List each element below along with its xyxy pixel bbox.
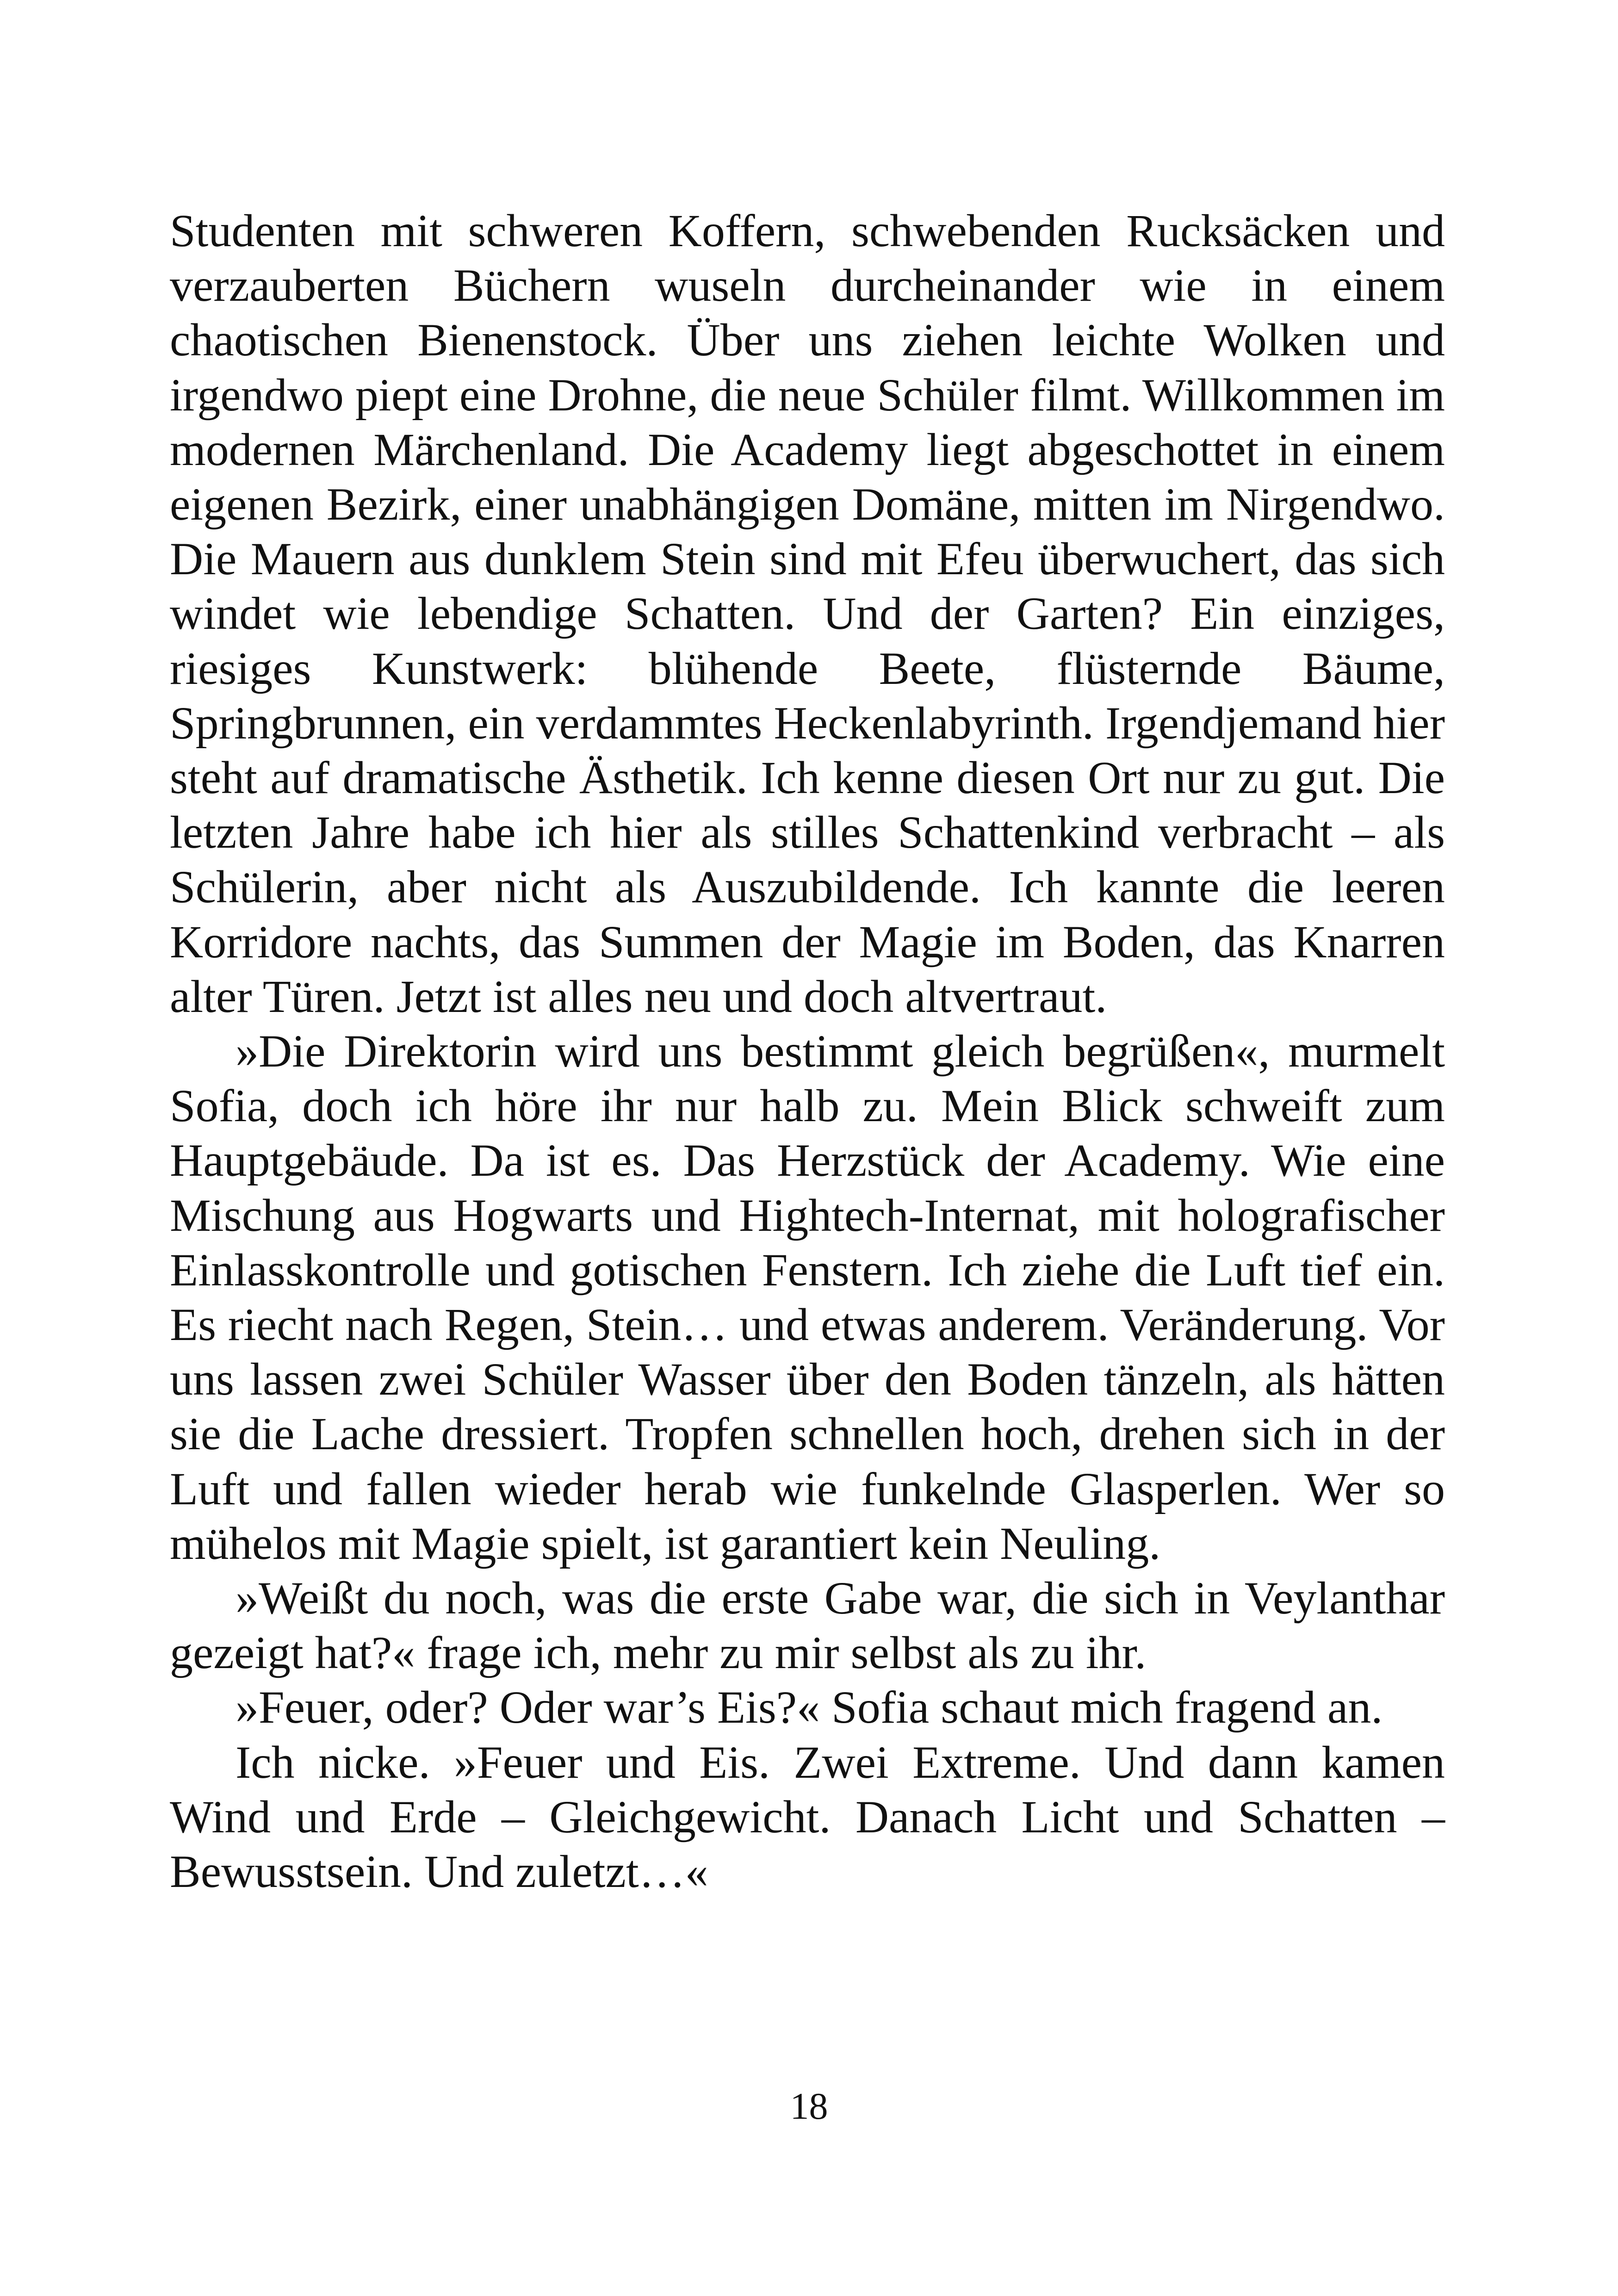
paragraph-2: »Die Direktorin wird uns bestimmt gleich begrüßen«, murmelt Sofia, doch ich höre ihr nur halb zu. Mein Blick schweift zum Hauptgebäude. Da ist es. Das Herzstück der Academy. Wie eine Mischung aus Hogwarts und Hightech-Internat, mit holografischer Einlasskontrolle und gotischen Fenstern. Ich ziehe die Luft tief ein. Es riecht nach Regen, Stein… und etwas anderem. Veränderung. Vor uns lassen zwei Schüler Wasser über den Boden tänzeln, als hätten sie die Lache dressiert. Tropfen schnellen hoch, drehen sich in der Luft und fallen wieder herab wie funkelnde Glasperlen. Wer so mühelos mit Magie spielt, ist garantiert kein Neuling. bbox=[170, 1025, 1445, 1569]
body-text bbox=[170, 204, 1445, 1899]
paragraph-1: Studenten mit schweren Koffern, schwebenden Rucksäcken und verzauberten Büchern wuseln durcheinander wie in einem chaotischen Bienenstock. Über uns ziehen leichte Wolken und irgendwo piept eine Drohne, die neue Schüler filmt. Willkommen im modernen Märchenland. Die Academy liegt abgeschottet in einem eigenen Bezirk, einer unabhängigen Domäne, mitten im Nirgendwo. Die Mauern aus dunklem Stein sind mit Efeu überwuchert, das sich windet wie lebendige Schatten. Und der Garten? Ein einziges, riesiges Kunstwerk: blühende Beete, flüsternde Bäume, Springbrunnen, ein verdammtes Heckenlabyrinth. Irgendjemand hier steht auf dramatische Ästhetik. Ich kenne diesen Ort nur zu gut. Die letzten Jahre habe ich hier als stilles Schattenkind verbracht – als Schülerin, aber nicht als Auszubildende. Ich kannte die leeren Korridore nachts, das Summen der Magie im Boden, das Knarren alter Türen. Jetzt ist alles neu und doch altvertraut. bbox=[170, 205, 1445, 1022]
page-number: 18 bbox=[790, 2085, 828, 2127]
paragraph-4: »Feuer, oder? Oder war’s Eis?« Sofia schaut mich fragend an. bbox=[236, 1682, 1383, 1733]
paragraph-5: Ich nicke. »Feuer und Eis. Zwei Extreme. Und dann kamen Wind und Erde – Gleichgewicht. Danach Licht und Schatten – Bewusstsein. Und zuletzt…« bbox=[170, 1736, 1445, 1898]
paragraph-3: »Weißt du noch, was die erste Gabe war, die sich in Veylanthar gezeigt hat?« frage ich, mehr zu mir selbst als zu ihr. bbox=[170, 1572, 1445, 1679]
